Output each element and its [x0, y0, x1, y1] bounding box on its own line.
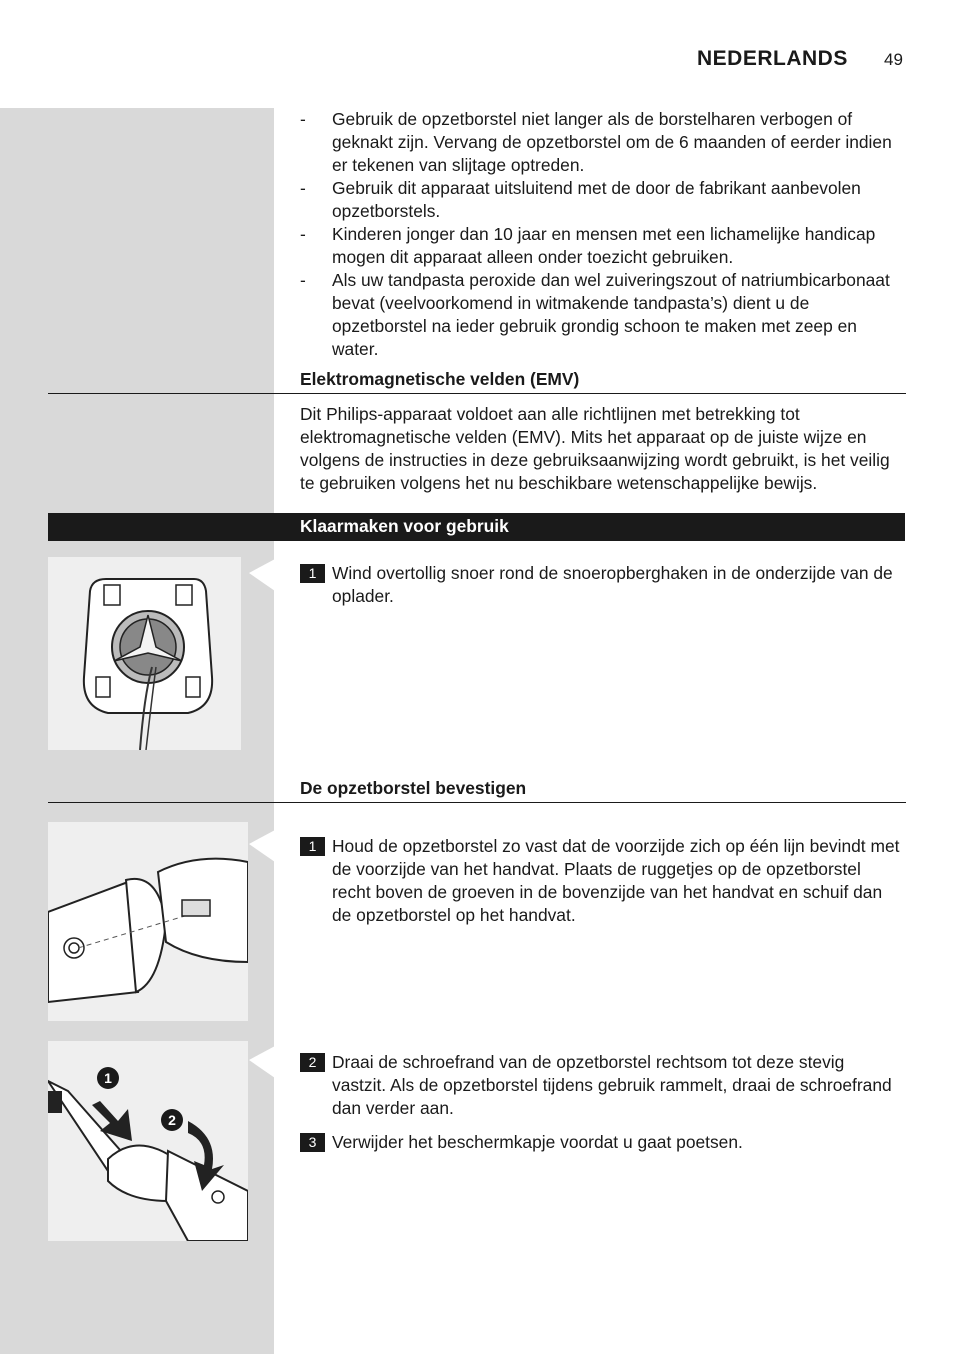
- attach-step-2: [300, 1051, 900, 1120]
- attach-step-3: [300, 1131, 900, 1154]
- step-text: Draai de schroefrand van de opzetborstel rechtsom tot deze stevig vastzit. Als de opzetborstel tijdens gebruik rammelt, draai de schroefrand dan verder aan.: [332, 1052, 892, 1118]
- brush-handle-icon: [48, 822, 248, 1021]
- section-divider: [48, 393, 906, 394]
- attach-step-1: [300, 835, 900, 927]
- step-number: 3: [300, 1133, 325, 1152]
- step-number: 2: [300, 1053, 325, 1072]
- attach-heading: De opzetborstel bevestigen: [300, 778, 527, 798]
- brush-ring-icon: [48, 1041, 248, 1241]
- pointer-triangle: [249, 1046, 275, 1078]
- pointer-triangle: [249, 559, 275, 591]
- list-item-text: Als uw tandpasta peroxide dan wel zuiveringszout of natriumbicarbonaat bevat (veelvoorkomend in witmakende tandpasta’s) dient u de opzetborstel na ieder gebruik grondig schoon te maken met zeep en water.: [332, 270, 890, 359]
- list-item: - Als uw tandpasta peroxide dan wel zuiveringszout of natriumbicarbonaat bevat (veelvoorkomend in witmakende tandpasta’s) dient u de opzetborstel na ieder gebruik grondig schoon te maken met zeep en water.: [300, 270, 890, 359]
- list-item-text: Gebruik de opzetborstel niet langer als de borstelharen verbogen of geknakt zijn. Vervang de opzetborstel om de 6 maanden of eerder indien er tekenen van slijtage optreden.: [332, 109, 892, 175]
- brush-head-attach-illustration: [48, 822, 248, 1021]
- callout-label: 2: [168, 1112, 176, 1128]
- step-number: 1: [300, 837, 325, 856]
- page-number: 49: [884, 50, 903, 69]
- charger-cord-wrap-icon: [48, 557, 241, 750]
- pointer-triangle: [249, 830, 275, 862]
- emv-heading: Elektromagnetische velden (EMV): [300, 369, 580, 389]
- callout-label: 1: [104, 1070, 112, 1086]
- list-item-text: Kinderen jonger dan 10 jaar en mensen met een lichamelijke handicap mogen dit apparaat alleen onder toezicht gebruiken.: [332, 224, 876, 267]
- callout-badge-1: [97, 1067, 119, 1089]
- section-bar: [48, 513, 905, 541]
- step-text: Houd de opzetborstel zo vast dat de voorzijde zich op één lijn bevindt met de voorzijde van het handvat. Plaats de ruggetjes op de opzetborstel recht boven de groeven in de bovenzijde van het handvat en schuif dan de opzetborstel op het handvat.: [332, 836, 900, 925]
- step-number: 1: [300, 564, 325, 583]
- list-item: - Kinderen jonger dan 10 jaar en mensen met een lichamelijke handicap mogen dit apparaat alleen onder toezicht gebruiken.: [300, 224, 876, 267]
- language-header: NEDERLANDS: [697, 47, 848, 70]
- prep-step-1: [300, 562, 900, 608]
- list-item: - Gebruik dit apparaat uitsluitend met de door de fabrikant aanbevolen opzetborstels.: [300, 178, 861, 221]
- step-text: Verwijder het beschermkapje voordat u gaat poetsen.: [332, 1132, 743, 1152]
- safety-bullet-list: [300, 108, 900, 361]
- callout-badge-2: [161, 1109, 183, 1131]
- emv-paragraph: Dit Philips-apparaat voldoet aan alle richtlijnen met betrekking tot elektromagnetische velden (EMV). Mits het apparaat op de juiste wijze en volgens de instructies in deze gebruiksaanwijzing wordt gebruikt, is het veilig te gebruiken volgens het nu beschikbare wetenschappelijke bewijs.: [300, 404, 890, 493]
- step-text: Wind overtollig snoer rond de snoeropberghaken in de onderzijde van de oplader.: [332, 563, 893, 606]
- charger-illustration: [48, 557, 241, 750]
- list-item: - Gebruik de opzetborstel niet langer als de borstelharen verbogen of geknakt zijn. Vervang de opzetborstel om de 6 maanden of eerder indien er tekenen van slijtage optreden.: [300, 109, 892, 175]
- section-divider: [48, 802, 906, 803]
- prep-heading: Klaarmaken voor gebruik: [300, 516, 509, 536]
- brush-ring-tighten-illustration: [48, 1041, 248, 1241]
- list-item-text: Gebruik dit apparaat uitsluitend met de door de fabrikant aanbevolen opzetborstels.: [332, 178, 861, 221]
